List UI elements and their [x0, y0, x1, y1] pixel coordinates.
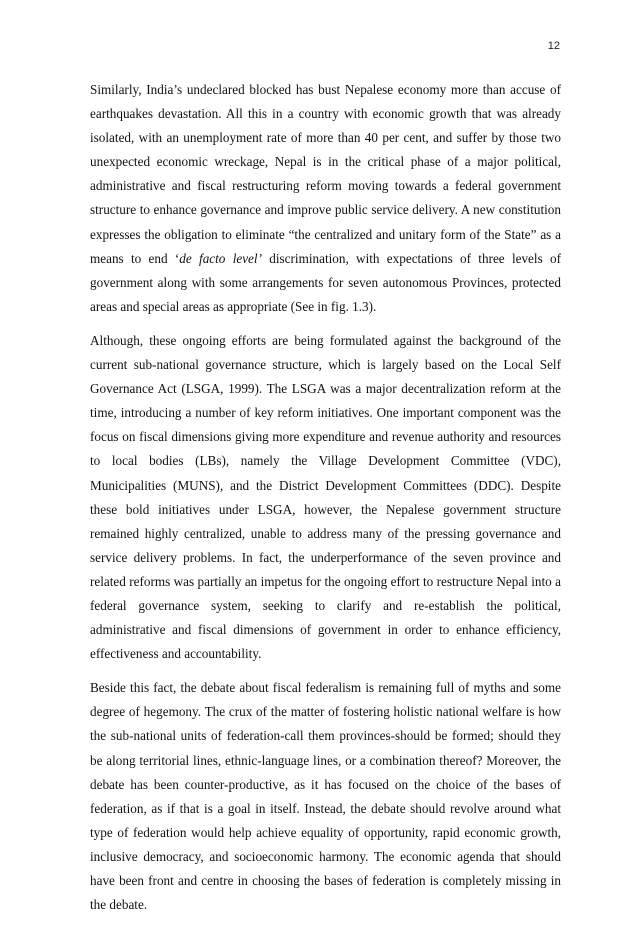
- body-text: [90, 78, 561, 927]
- paragraph-3: Beside this fact, the debate about fiscal federalism is remaining full of myths and some degree of hegemony. The crux of the matter of fostering holistic national welfare is how the sub-national units of federation-call them provinces-should be formed; should they be along territorial lines, ethnic-language lines, or a combination thereof? Moreover, the debate has been counter-productive, as it has focused on the choice of the bases of federation, as if that is a goal in itself. Instead, the debate should revolve around what type of federation would help achieve equality of opportunity, rapid economic growth, inclusive democracy, and socioeconomic harmony. The economic agenda that should have been front and centre in choosing the bases of federation is completely missing in the debate.: [90, 680, 561, 913]
- paragraph-1-text-start: Similarly, India’s undeclared blocked has bust Nepalese economy more than accuse of earthquakes devastation. All this in a country with economic growth that was already isolated, with an unemployment rate of more than 40 per cent, and suffer by those two unexpected economic wreckage, Nepal is in the critical phase of a major political, administrative and fiscal restructuring reform moving towards a federal government structure to enhance governance and improve public service delivery. A new constitution expresses the obligation to eliminate “the centralized and unitary form of the State” as a means to end ‘: [90, 82, 561, 266]
- paragraph-1: [90, 78, 561, 319]
- italic-term: de facto level’: [179, 250, 262, 266]
- page-number: 12: [547, 40, 560, 52]
- paragraph-2: Although, these ongoing efforts are being formulated against the background of the current sub-national governance structure, which is largely based on the Local Self Governance Act (LSGA, 1999). The LSGA was a major decentralization reform at the time, introducing a number of key reform initiatives. One important component was the focus on fiscal dimensions giving more expenditure and revenue authority and resources to local bodies (LBs), namely the Village Development Committee (VDC), Municipalities (MUNS), and the District Development Committees (DDC). Despite these bold initiatives under LSGA, however, the Nepalese government structure remained highly centralized, unable to address many of the pressing governance and service delivery problems. In fact, the underperformance of the seven province and related reforms was partially an impetus for the ongoing effort to restructure Nepal into a federal governance system, seeking to clarify and re-establish the political, administrative and fiscal dimensions of government in order to enhance efficiency, effectiveness and accountability.: [90, 332, 561, 662]
- paragraph-1-text-end: discrimination, with expectations of three levels of government along with some arrangements for seven autonomous Provinces, protected areas and special areas as appropriate (See in fig. 1.3).: [90, 250, 561, 314]
